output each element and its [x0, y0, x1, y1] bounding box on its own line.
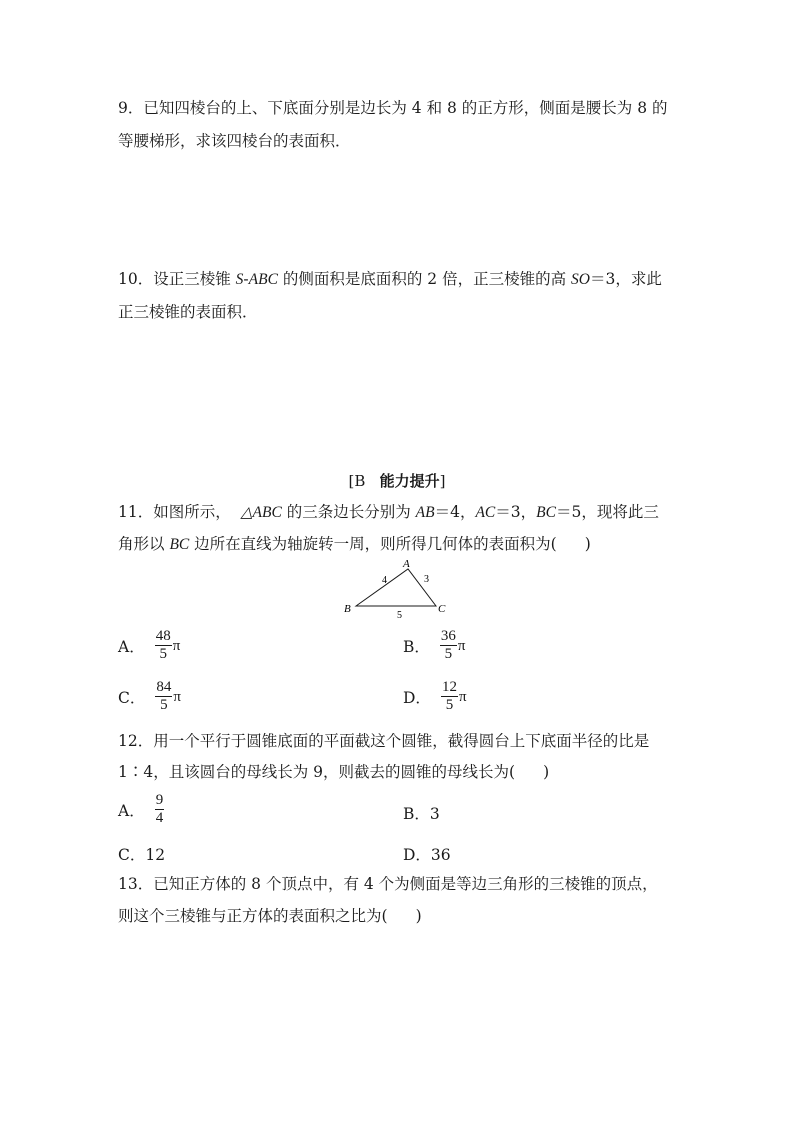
fraction — [155, 679, 172, 714]
q10-line2: 正三棱锥的表面积． — [118, 303, 258, 321]
q11-line1 — [118, 502, 659, 523]
q10-var-abc: ABC — [248, 271, 278, 288]
q12-line2 — [118, 762, 549, 782]
q11-line2 — [118, 534, 591, 555]
q12-text: 1∶4，且该圆台的母线长为 9，则截去的圆锥的母线长为( — [118, 763, 516, 781]
denominator: 5 — [444, 646, 453, 662]
side-bc-label: 5 — [397, 610, 402, 621]
q10-line1 — [118, 269, 662, 290]
q13-text: ) — [415, 907, 422, 925]
fraction — [155, 628, 172, 663]
q10-var-s: S — [235, 271, 244, 288]
pi-symbol: π — [172, 638, 181, 654]
q11-option-b[interactable] — [403, 628, 465, 663]
q12-line1: 12．用一个平行于圆锥底面的平面截这个圆锥，截得圆台上下底面半径的比是 — [118, 732, 650, 750]
numerator: 12 — [441, 679, 457, 695]
denominator: 5 — [159, 646, 167, 662]
q10-text: 10．设正三棱锥 — [118, 270, 236, 288]
q10-var-so: SO — [571, 271, 590, 288]
q11-var-bc: BC — [169, 536, 190, 553]
q11-text: 的三条边长分别为 — [281, 503, 416, 521]
q9-line1: 9．已知四棱台的上、下底面分别是边长为 4 和 8 的正方形，侧面是腰长为 8 的 — [118, 99, 668, 117]
numerator: 9 — [155, 792, 164, 808]
option-label: B． — [403, 637, 430, 656]
denominator: 5 — [160, 697, 168, 713]
fraction — [155, 792, 165, 827]
q13-line1: 13．已知正方体的 8 个顶点中，有 4 个为侧面是等边三角形的三棱锥的顶点， — [118, 875, 658, 893]
q10-dash: - — [243, 270, 249, 288]
q11-text: ＝4， — [434, 503, 476, 521]
numerator: 48 — [155, 628, 171, 644]
q11-text: ＝5，现将此三 — [555, 503, 659, 521]
vertex-a-label: A — [403, 558, 410, 570]
q13-line2 — [118, 906, 422, 926]
option-label: A． — [118, 637, 145, 656]
q12-option-b[interactable]: B．3 — [403, 805, 440, 823]
q12-option-a[interactable] — [118, 792, 164, 827]
option-label: C． — [118, 688, 146, 707]
q11-option-c[interactable] — [118, 679, 181, 714]
triangle-figure — [340, 558, 460, 622]
side-ab-label: 4 — [382, 575, 387, 586]
vertex-b-label: B — [344, 603, 351, 615]
option-label: A． — [118, 801, 145, 820]
section-title: 能力提升 — [379, 472, 440, 490]
q11-var-ac: AC — [475, 504, 496, 521]
q10-text: ＝3，求此 — [589, 270, 662, 288]
denominator: 4 — [155, 810, 164, 826]
q11-var-ab: AB — [415, 504, 435, 521]
option-label: D． — [403, 688, 431, 707]
q11-text: 角形以 — [118, 535, 170, 553]
q11-triangle: △ABC — [240, 504, 282, 521]
q12-text: ) — [543, 763, 550, 781]
fraction — [441, 679, 458, 714]
numerator: 84 — [156, 679, 172, 695]
pi-symbol: π — [173, 689, 181, 705]
pi-symbol: π — [457, 638, 466, 654]
section-bracket-close: ] — [439, 472, 446, 490]
fraction — [440, 628, 457, 663]
q11-var-bc: BC — [536, 504, 556, 521]
numerator: 36 — [440, 628, 456, 644]
q12-option-d[interactable]: D．36 — [403, 846, 451, 864]
q11-text: 11．如图所示， — [118, 503, 231, 521]
q9-line2: 等腰梯形，求该四棱台的表面积． — [118, 132, 351, 150]
q11-option-d[interactable] — [403, 679, 467, 714]
pi-symbol: π — [458, 689, 467, 705]
q11-text: ＝3， — [495, 503, 537, 521]
section-bracket-open: [B — [348, 472, 366, 490]
q12-option-c[interactable]: C．12 — [118, 846, 166, 864]
q10-text: 的侧面积是底面积的 2 倍，正三棱锥的高 — [277, 270, 572, 288]
q11-text: ) — [584, 535, 591, 553]
denominator: 5 — [445, 697, 454, 713]
q13-text: 则这个三棱锥与正方体的表面积之比为( — [118, 907, 388, 925]
side-ac-label: 3 — [424, 574, 429, 585]
q11-text: 边所在直线为轴旋转一周，则所得几何体的表面积为( — [189, 535, 557, 553]
section-header — [0, 470, 794, 491]
vertex-c-label: C — [438, 603, 446, 615]
q11-option-a[interactable] — [118, 628, 180, 663]
